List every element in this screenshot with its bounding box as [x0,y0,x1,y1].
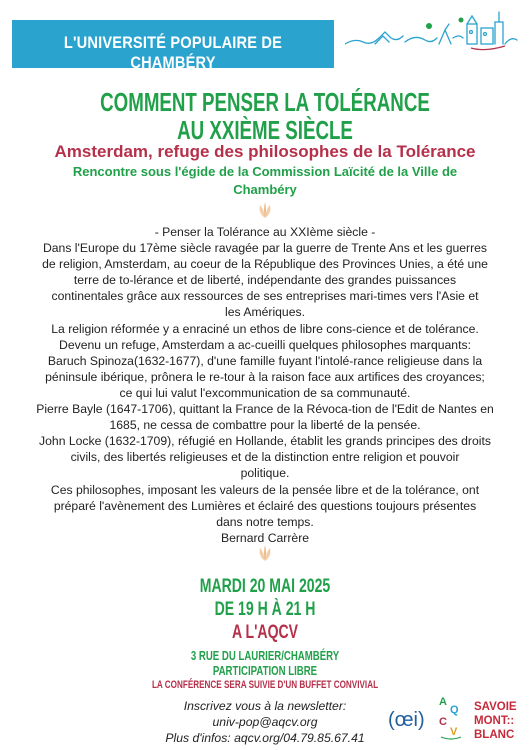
rencontre-text [60,163,470,199]
body-line: Devenu un refuge, Amsterdam a ac-cueilli quelques philosophes marquants: [59,337,471,352]
newsletter-contact[interactable]: Plus d'infos: aqcv.org/04.79.85.67.41 [165,731,365,745]
leaf-ornament-icon [254,544,276,562]
event-place: A L'AQCV [231,622,299,643]
body-line: Pierre Bayle (1647-1706), quittant la France de la Révoca-tion de l'Edit de Nantes en [36,402,494,417]
body-line: John Locke (1632-1709), réfugié en Hollande, établit les grands principes des droits [39,434,491,449]
newsletter-line-1: Inscrivez vous à la newsletter: [183,699,347,713]
savoie-line-1: SAVOIE [474,701,517,713]
body-line: Ces philosophes, imposant les valeurs de la pensée libre et de la tolérance, ont [50,482,480,497]
leaf-ornament-icon [254,201,276,219]
svg-text:V: V [450,726,458,738]
header-banner [12,20,334,72]
body-line: - Penser la Tolérance au XXIème siècle - [154,225,376,239]
event-time: DE 19 H À 21 H [214,599,316,620]
event-participation: PARTICIPATION LIBRE [212,663,318,678]
body-line: La religion réformée y a enraciné un ethos de libre cons-cience et de tolérance. [51,321,479,336]
city-doodle-icon [345,8,520,56]
body-line: 1685, ne cessa de combattre pour la liberté de la pensée. [109,418,421,433]
oei-logo: (œi) [388,709,425,731]
article-body [24,224,506,546]
savoie-line-2: MONT:: [474,715,515,727]
body-line: les Amériques. [225,305,305,320]
svg-text:Q: Q [450,704,459,716]
savoie-line-3: BLANC [474,729,515,741]
title-line-1: COMMENT PENSER LA TOLÉRANCE [100,87,430,117]
body-line: Dans l'Europe du 17ème siècle ravagée par la guerre de Trente Ans et les guerres [42,241,488,256]
svg-text:C: C [439,716,447,728]
newsletter-info [150,698,380,746]
body-line: ce qui lui valut l'excommunication de sa communauté. [119,385,411,400]
body-line: civils, des libertés religieuses et de la distinction entre religion et pouvoir [70,450,460,465]
event-address: 3 RUE DU LAURIER/CHAMBÉRY [190,648,340,663]
body-line: dans notre temps. [216,514,314,529]
author-signature: Bernard Carrère [220,530,310,545]
aqcv-logo-icon [437,693,465,741]
event-date: MARDI 20 MAI 2025 [199,576,331,597]
body-line: continentales grâce aux ressources de ses entreprises mari-times vers l'Asie et [51,289,479,304]
body-line: préparé l'avènement des Lumières et éclairé des questions toujours présentes [53,498,477,513]
svg-text:A: A [439,696,447,708]
body-line: terre de to-lérance et de liberté, indépendante des grandes puissances [73,273,457,288]
body-line: péninsule ibérique, prônera le re-tour à la raison face aux artifices des croyances; [45,369,485,384]
rencontre-line-2: Chambéry [233,182,297,197]
body-line: Baruch Spinoza(1632-1677), d'une famille fuyant l'intolé-rance religieuse dans la [47,353,483,368]
body-line: de religion, Amsterdam, au coeur de la République des Provinces Unies, a été une [42,257,488,272]
title-line-2: AU XXIÈME SIÈCLE [177,115,353,145]
rencontre-line-1: Rencontre sous l'égide de la Commission Laïcité de la Ville de [72,164,458,179]
body-line: politique. [240,466,290,481]
banner-title: L'UNIVERSITÉ POPULAIRE DE CHAMBÉRY [63,33,283,72]
subtitle: Amsterdam, refuge des philosophes de la Tolérance [54,142,476,161]
newsletter-email[interactable]: univ-pop@aqcv.org [212,715,318,729]
savoie-mont-blanc-logo [474,700,517,742]
event-buffet: LA CONFÉRENCE SERA SUIVIE D'UN BUFFET CONVIVIAL [151,679,379,691]
